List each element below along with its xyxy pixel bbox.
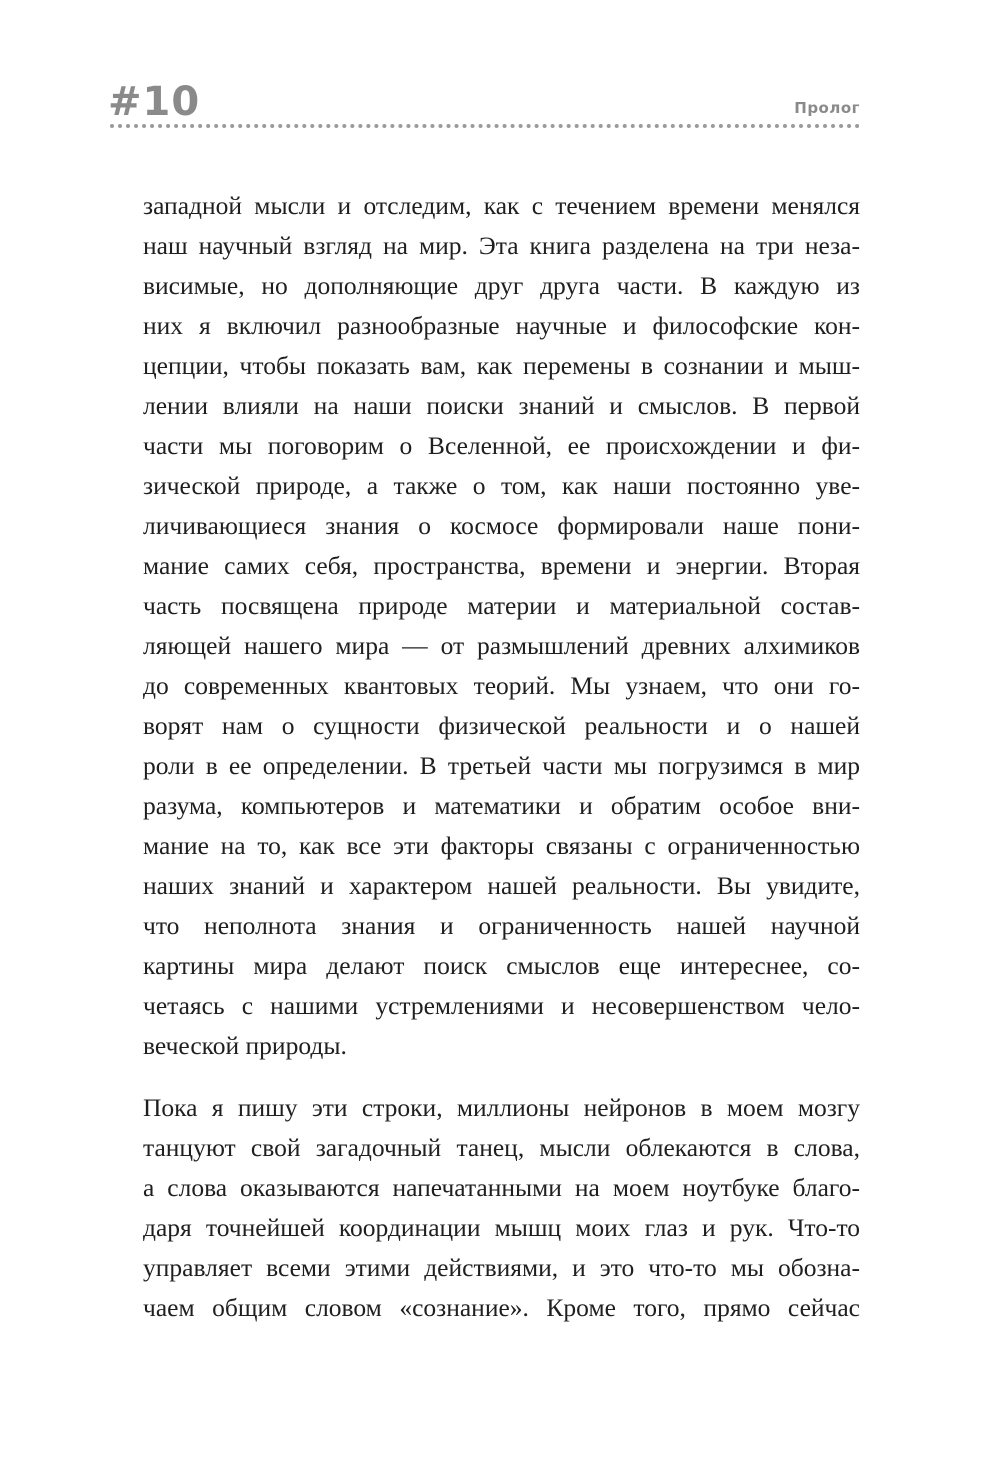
text-line: цепции, чтобы показать вам, как перемены в сознании и мыш- (143, 351, 860, 380)
body-text (143, 186, 860, 1328)
text-line: западной мысли и отследим, как с течением времени менялся (143, 191, 860, 220)
text-line: роли в ее определении. В третьей части мы погрузимся в мир (143, 751, 860, 780)
text-line: Пока я пишу эти строки, миллионы нейронов в моем мозгу (143, 1093, 860, 1122)
text-line: ляющей нашего мира — от размышлений древних алхимиков (143, 631, 860, 660)
text-line: наших знаний и характером нашей реальности. Вы увидите, (143, 871, 860, 900)
text-line: лении влияли на наши поиски знаний и смыслов. В первой (143, 391, 860, 420)
running-head-title: Пролог (794, 99, 860, 117)
page-header (108, 80, 860, 132)
text-line: картины мира делают поиск смыслов еще интереснее, со- (143, 951, 860, 980)
text-line: ворят нам о сущности физической реальности и о нашей (143, 711, 860, 740)
text-line: танцуют свой загадочный танец, мысли облекаются в слова, (143, 1133, 860, 1162)
text-line: веческой природы. (143, 1031, 347, 1060)
text-line: чаем общим словом «сознание». Кроме того, прямо сейчас (143, 1293, 860, 1322)
header-dotted-rule (110, 124, 860, 128)
text-line: управляет всеми этими действиями, и это что-то мы обозна- (143, 1253, 860, 1282)
paragraph (143, 186, 860, 1066)
text-line: части мы поговорим о Вселенной, ее происхождении и фи- (143, 431, 860, 460)
paragraph-gap (143, 1066, 860, 1088)
text-line: мание самих себя, пространства, времени и энергии. Вторая (143, 551, 860, 580)
text-line: разума, компьютеров и математики и обратим особое вни- (143, 791, 860, 820)
text-line: что неполнота знания и ограниченность нашей научной (143, 911, 860, 940)
text-line: часть посвящена природе материи и материальной состав- (143, 591, 860, 620)
text-line: даря точнейшей координации мышц моих глаз и рук. Что-то (143, 1213, 860, 1242)
text-line: них я включил разнообразные научные и философские кон- (143, 311, 860, 340)
text-line: личивающиеся знания о космосе формировали наше пони- (143, 511, 860, 540)
page-number: #10 (108, 79, 201, 125)
text-line: до современных квантовых теорий. Мы узнаем, что они го- (143, 671, 860, 700)
text-line: наш научный взгляд на мир. Эта книга разделена на три неза- (143, 231, 860, 260)
paragraph (143, 1088, 860, 1328)
text-line: мание на то, как все эти факторы связаны с ограниченностью (143, 831, 860, 860)
text-line: а слова оказываются напечатанными на моем ноутбуке благо- (143, 1173, 860, 1202)
text-line: висимые, но дополняющие друг друга части. В каждую из (143, 271, 860, 300)
text-line: зической природе, а также о том, как наши постоянно уве- (143, 471, 860, 500)
text-line: четаясь с нашими устремлениями и несовершенством чело- (143, 991, 860, 1020)
